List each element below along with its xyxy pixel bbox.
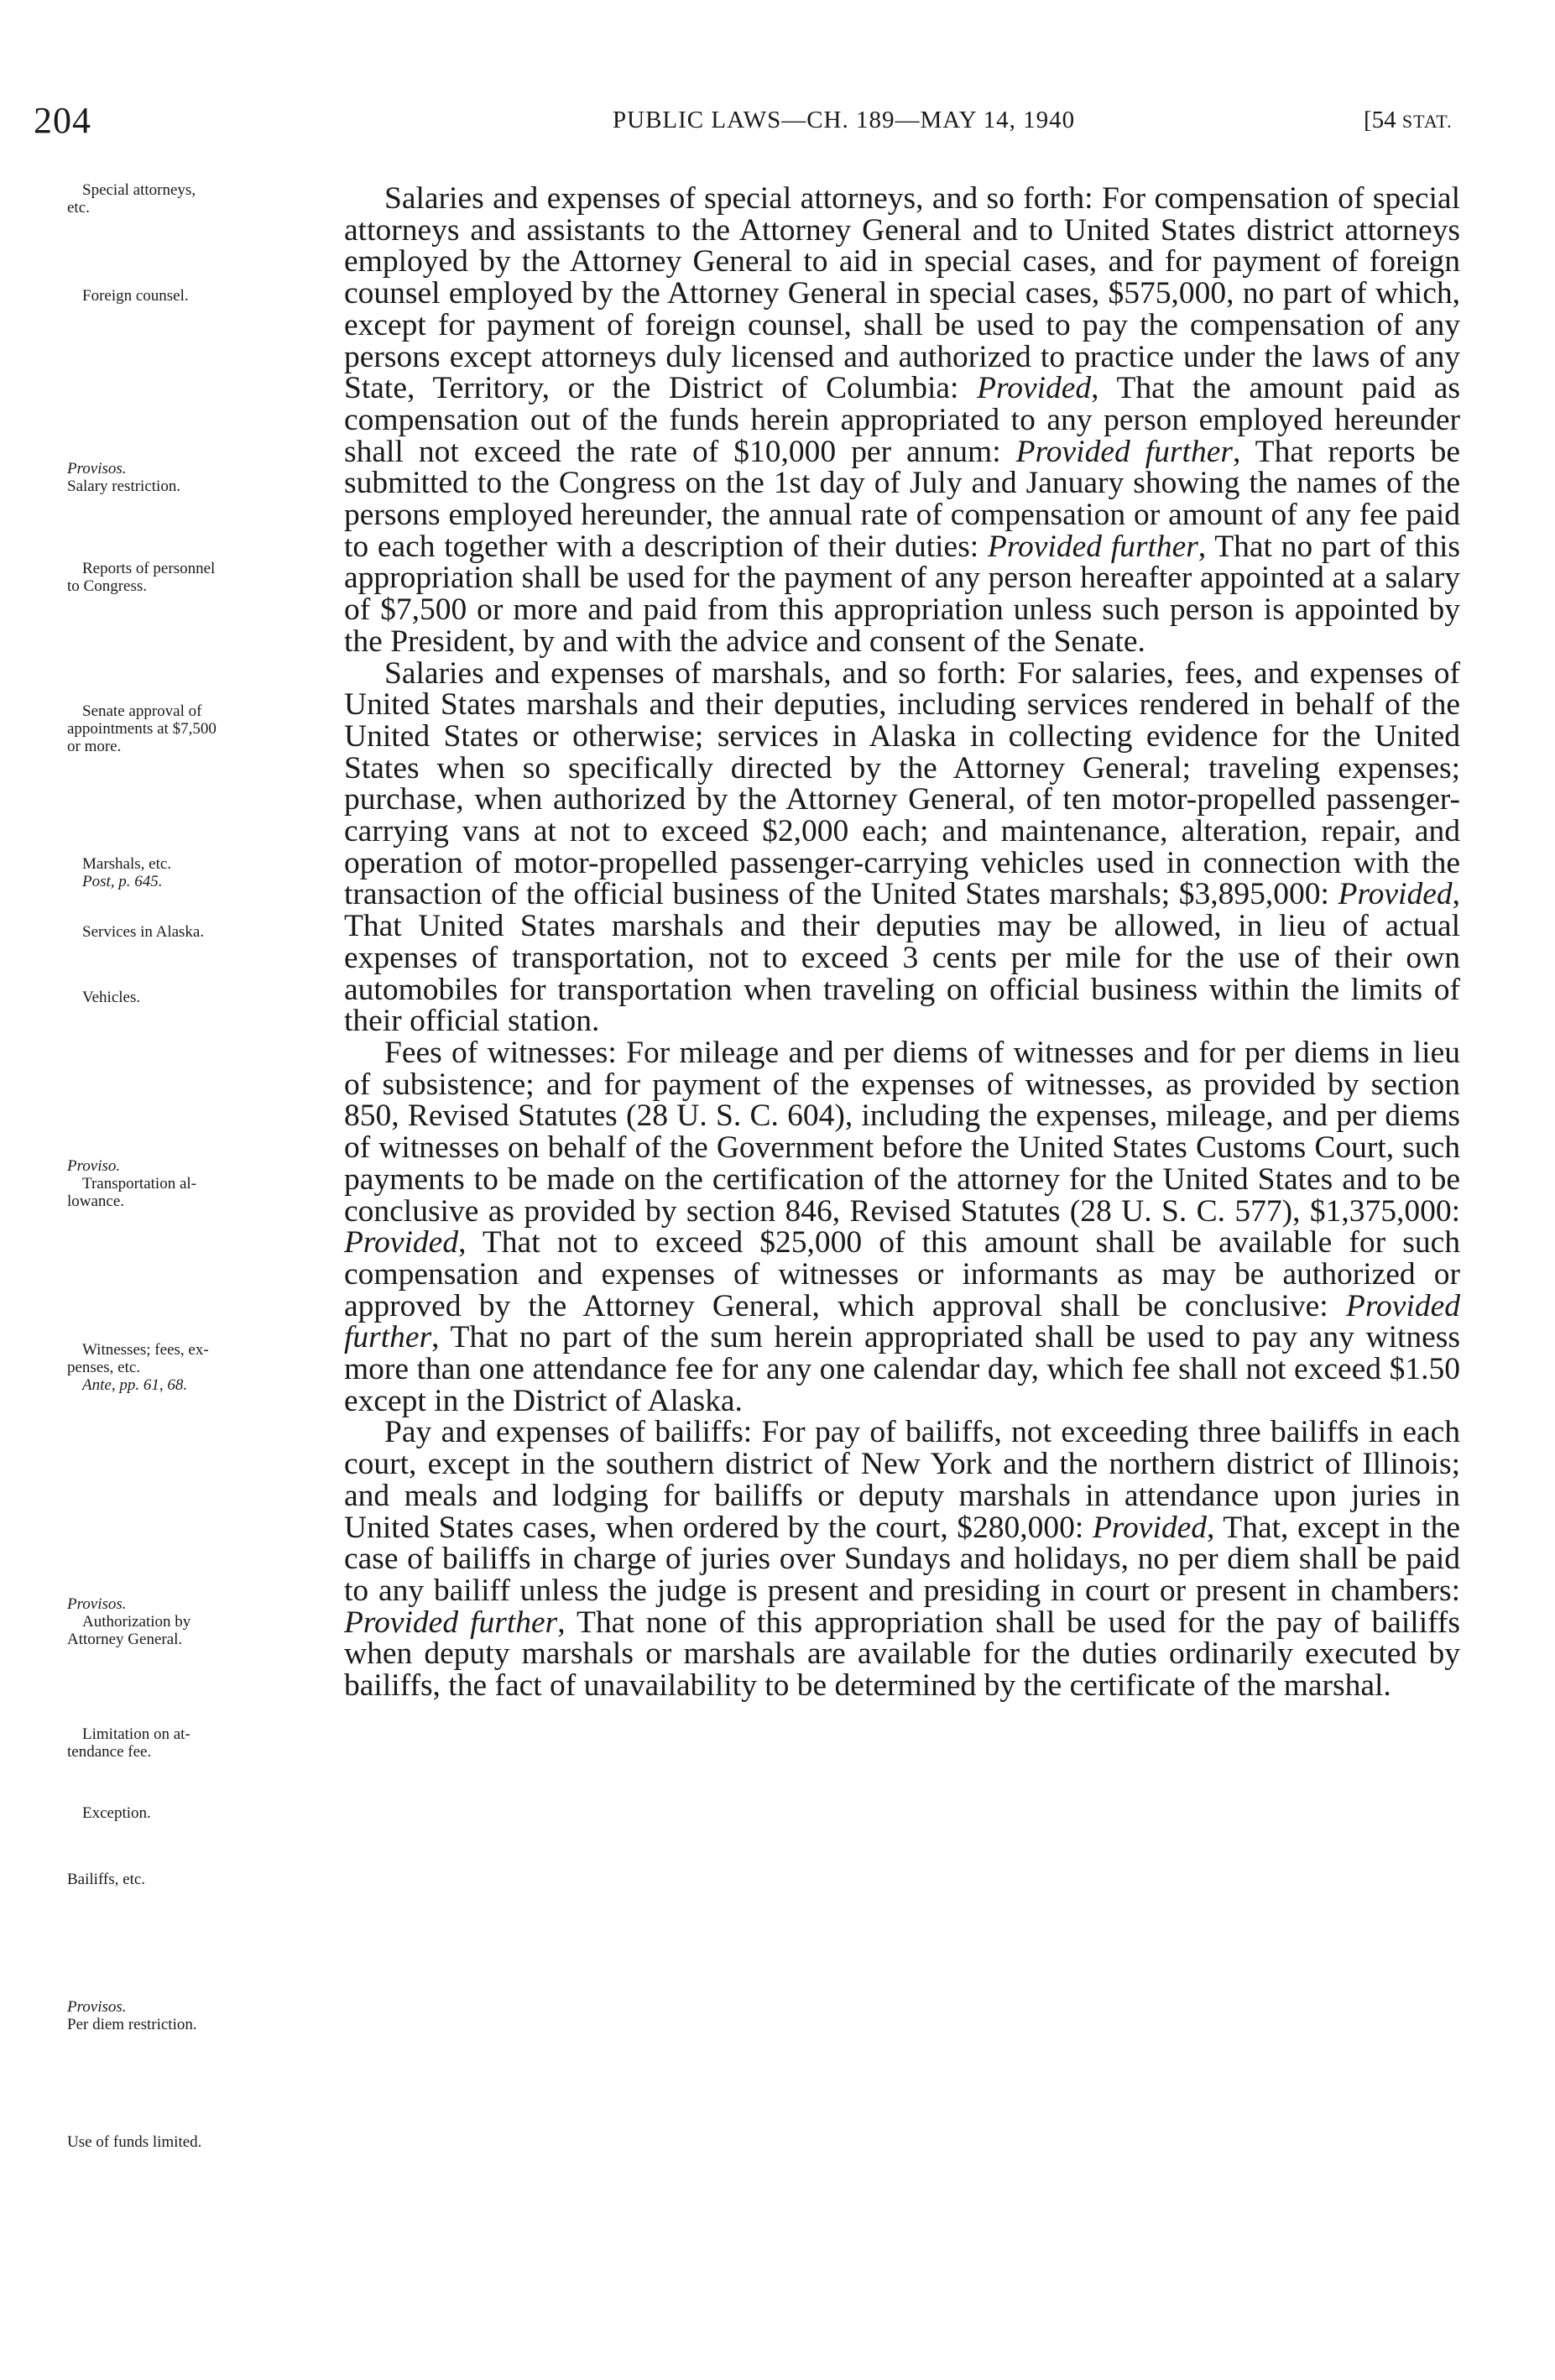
margin-note-senate-approval [67,702,327,755]
margin-note-line: to Congress. [67,577,147,595]
margin-note-line: Authorization by [82,1613,191,1631]
paragraph-special-attorneys [344,183,1460,658]
statute-reference [1364,107,1453,134]
margin-note-services-alaska [67,923,327,941]
margin-note-line: Vehicles. [82,989,141,1006]
margin-note-line: Marshals, etc. [82,855,172,873]
paragraph-bailiffs [344,1415,1461,1704]
margin-note-proviso-label: Provisos. [67,460,127,478]
margin-note-bailiffs [67,1871,327,1888]
margin-note-vehicles [67,989,327,1006]
margin-note-line: Services in Alaska. [82,923,205,941]
text-run: Salaries and expenses of marshals, and so forth: For salaries, fees, and expenses of United States marshals and their deputies, including services rendered in behalf of the United States or otherwise; services in Alaska in collecting evidence for the United States when so specifically directed by the Attorney General; traveling expenses; purchase, when authorized by the Attorney General, of ten motor-propelled passenger-carrying vans at not to exceed $2,000 each; and maintenance, alteration, repair, and operation of motor-propelled passenger-carrying vehicles used in connection with the transaction of the official business of the United States marshals; $3,895,000: [344,655,1460,912]
paragraph-witnesses [344,1037,1460,1417]
margin-note-limitation-fee [67,1725,327,1761]
margin-note-proviso-per-diem [67,1998,327,2033]
margin-note-line: Senate approval of [82,702,202,720]
margin-note-line: Per diem restriction. [67,2016,197,2033]
margin-note-witnesses [67,1341,327,1394]
margin-note-cross-reference: Post, p. 645. [82,873,163,890]
text-run: , That, except in the case of bailiffs in charge of juries over Sundays and holidays, no per diem shall be paid to any bailiff unless the judge is present and presiding in court or present in chambers: [344,1510,1460,1608]
proviso-phrase: Provided further [344,1605,558,1640]
page-number: 204 [34,100,91,141]
margin-note-proviso-label: Provisos. [67,1998,127,2016]
margin-note-line: Salary restriction. [67,478,181,495]
margin-note-line: Limitation on at- [82,1725,190,1743]
margin-note-line: Exception. [82,1804,151,1822]
margin-note-use-of-funds [67,2133,327,2151]
margin-note-line: or more. [67,738,122,755]
proviso-phrase: Provided [1338,877,1453,912]
text-run: , That reports be submitted to the Congress on the 1st day of July and January showing the names of the persons employed hereunder, the annual rate of compensation or amount of any fee paid to each together with a description of their duties: [344,434,1460,564]
proviso-phrase: Provided [977,371,1092,406]
margin-note-exception [67,1804,327,1822]
margin-note-proviso-salary [67,460,327,495]
margin-note-line: Witnesses; fees, ex- [82,1341,209,1359]
main-body-text [344,183,1460,1702]
text-run: Pay and expenses of bailiffs: For pay of bailiffs, not exceeding three bailiffs in each court, except in the southern district of New York and the northern district of Illinois; and meals and lodging for bailiffs or deputy marshals in attendance upon juries in United States cases, when ordered by the court, $280,000: [344,1415,1460,1545]
paragraph-marshals [344,655,1460,1039]
margin-note-line: penses, etc. [67,1359,141,1376]
margin-note-line: lowance. [67,1193,125,1210]
statute-reference-prefix: [54 [1364,107,1402,133]
margin-note-line: Use of funds limited. [67,2133,202,2151]
text-run: , That no part of this appropriation shall be used for the payment of any person hereafter appointed at a salary of $7,500 or more and paid from this appropriation unless such person is appointed by the President, by and with the advice and consent of the Senate. [344,529,1461,659]
margin-note-line: Foreign counsel. [82,287,189,305]
margin-note-line: appointments at $7,500 [67,720,217,738]
proviso-phrase: Provided further [987,529,1198,564]
text-run: , That the amount paid as compensation out of the funds herein appropriated to any person employed hereunder shall not exceed the rate of $10,000 per annum: [344,371,1460,469]
margin-note-cross-reference: Ante, pp. 61, 68. [82,1376,188,1394]
margin-note-line: Transportation al- [82,1175,196,1193]
running-head: PUBLIC LAWS—CH. 189—MAY 14, 1940 [613,107,1076,133]
statute-reference-abbrev: STAT. [1401,111,1453,132]
margin-note-reports-personnel [67,560,327,595]
margin-note-line: Reports of personnel [82,560,216,577]
margin-note-line: tendance fee. [67,1743,152,1761]
text-run: Fees of witnesses: For mileage and per diems of witnesses and for per diems in lieu of subsistence; and for payment of the expenses of witnesses, as provided by section 850, Revised Statutes (28 U. S. C. 604), including the expenses, mileage, and per diems of witnesses on behalf of the Government before the United States Customs Court, such payments to be made on the certification of the attorney for the United States and to be conclusive as provided by section 846, Revised Statutes (28 U. S. C. 577), $1,375,000: [344,1035,1460,1229]
proviso-phrase: Provided further [344,1288,1460,1355]
margin-note-line: etc. [67,199,90,217]
text-run: , That United States marshals and their deputies may be allowed, in lieu of actual expenses of transportation, not to exceed 3 cents per mile for the use of their own automobiles for transportation when traveling on official business within the limits of their official station. [344,877,1460,1039]
margin-note-line: Attorney General. [67,1631,183,1648]
text-run: Salaries and expenses of special attorneys, and so forth: For compensation of special attorneys and assistants to the Attorney General and to United States district attorneys employed by the Attorney General to aid in special cases, and for payment of foreign counsel employed by the Attorney General in special cases, $575,000, no part of which, except for payment of foreign counsel, shall be used to pay the compensation of any persons except attorneys duly licensed and authorized to practice under the laws of any State, Territory, or the District of Columbia: [344,181,1460,406]
proviso-phrase: Provided [1092,1510,1208,1545]
margin-note-line: Special attorneys, [82,181,196,199]
margin-note-foreign-counsel [67,287,327,305]
margin-note-line: Bailiffs, etc. [67,1871,146,1888]
margin-note-special-attorneys [67,181,327,217]
proviso-phrase: Provided further [1015,434,1233,469]
margin-note-proviso-authorization [67,1595,327,1648]
text-run: , That none of this appropriation shall be used for the pay of bailiffs when deputy marshals or marshals are available for the duties ordinarily executed by bailiffs, the fact of unavailability to be determined by the certificate of the marshal. [344,1605,1461,1704]
margin-notes [67,0,327,2380]
text-run: , That no part of the sum herein appropriated shall be used to pay any witness more than one attendance fee for any one calendar day, which fee shall not exceed $1.50 except in the District of Alaska. [344,1320,1460,1418]
margin-note-proviso-label: Provisos. [67,1595,127,1613]
margin-note-proviso-label: Proviso. [67,1157,121,1175]
margin-note-proviso-transport [67,1157,327,1210]
proviso-phrase: Provided [344,1225,459,1260]
margin-note-marshals [67,855,327,890]
text-run: , That not to exceed $25,000 of this amount shall be available for such compensation and expenses of witnesses or informants as may be authorized or approved by the Attorney General, which approval shall be conclusive: [344,1225,1460,1323]
